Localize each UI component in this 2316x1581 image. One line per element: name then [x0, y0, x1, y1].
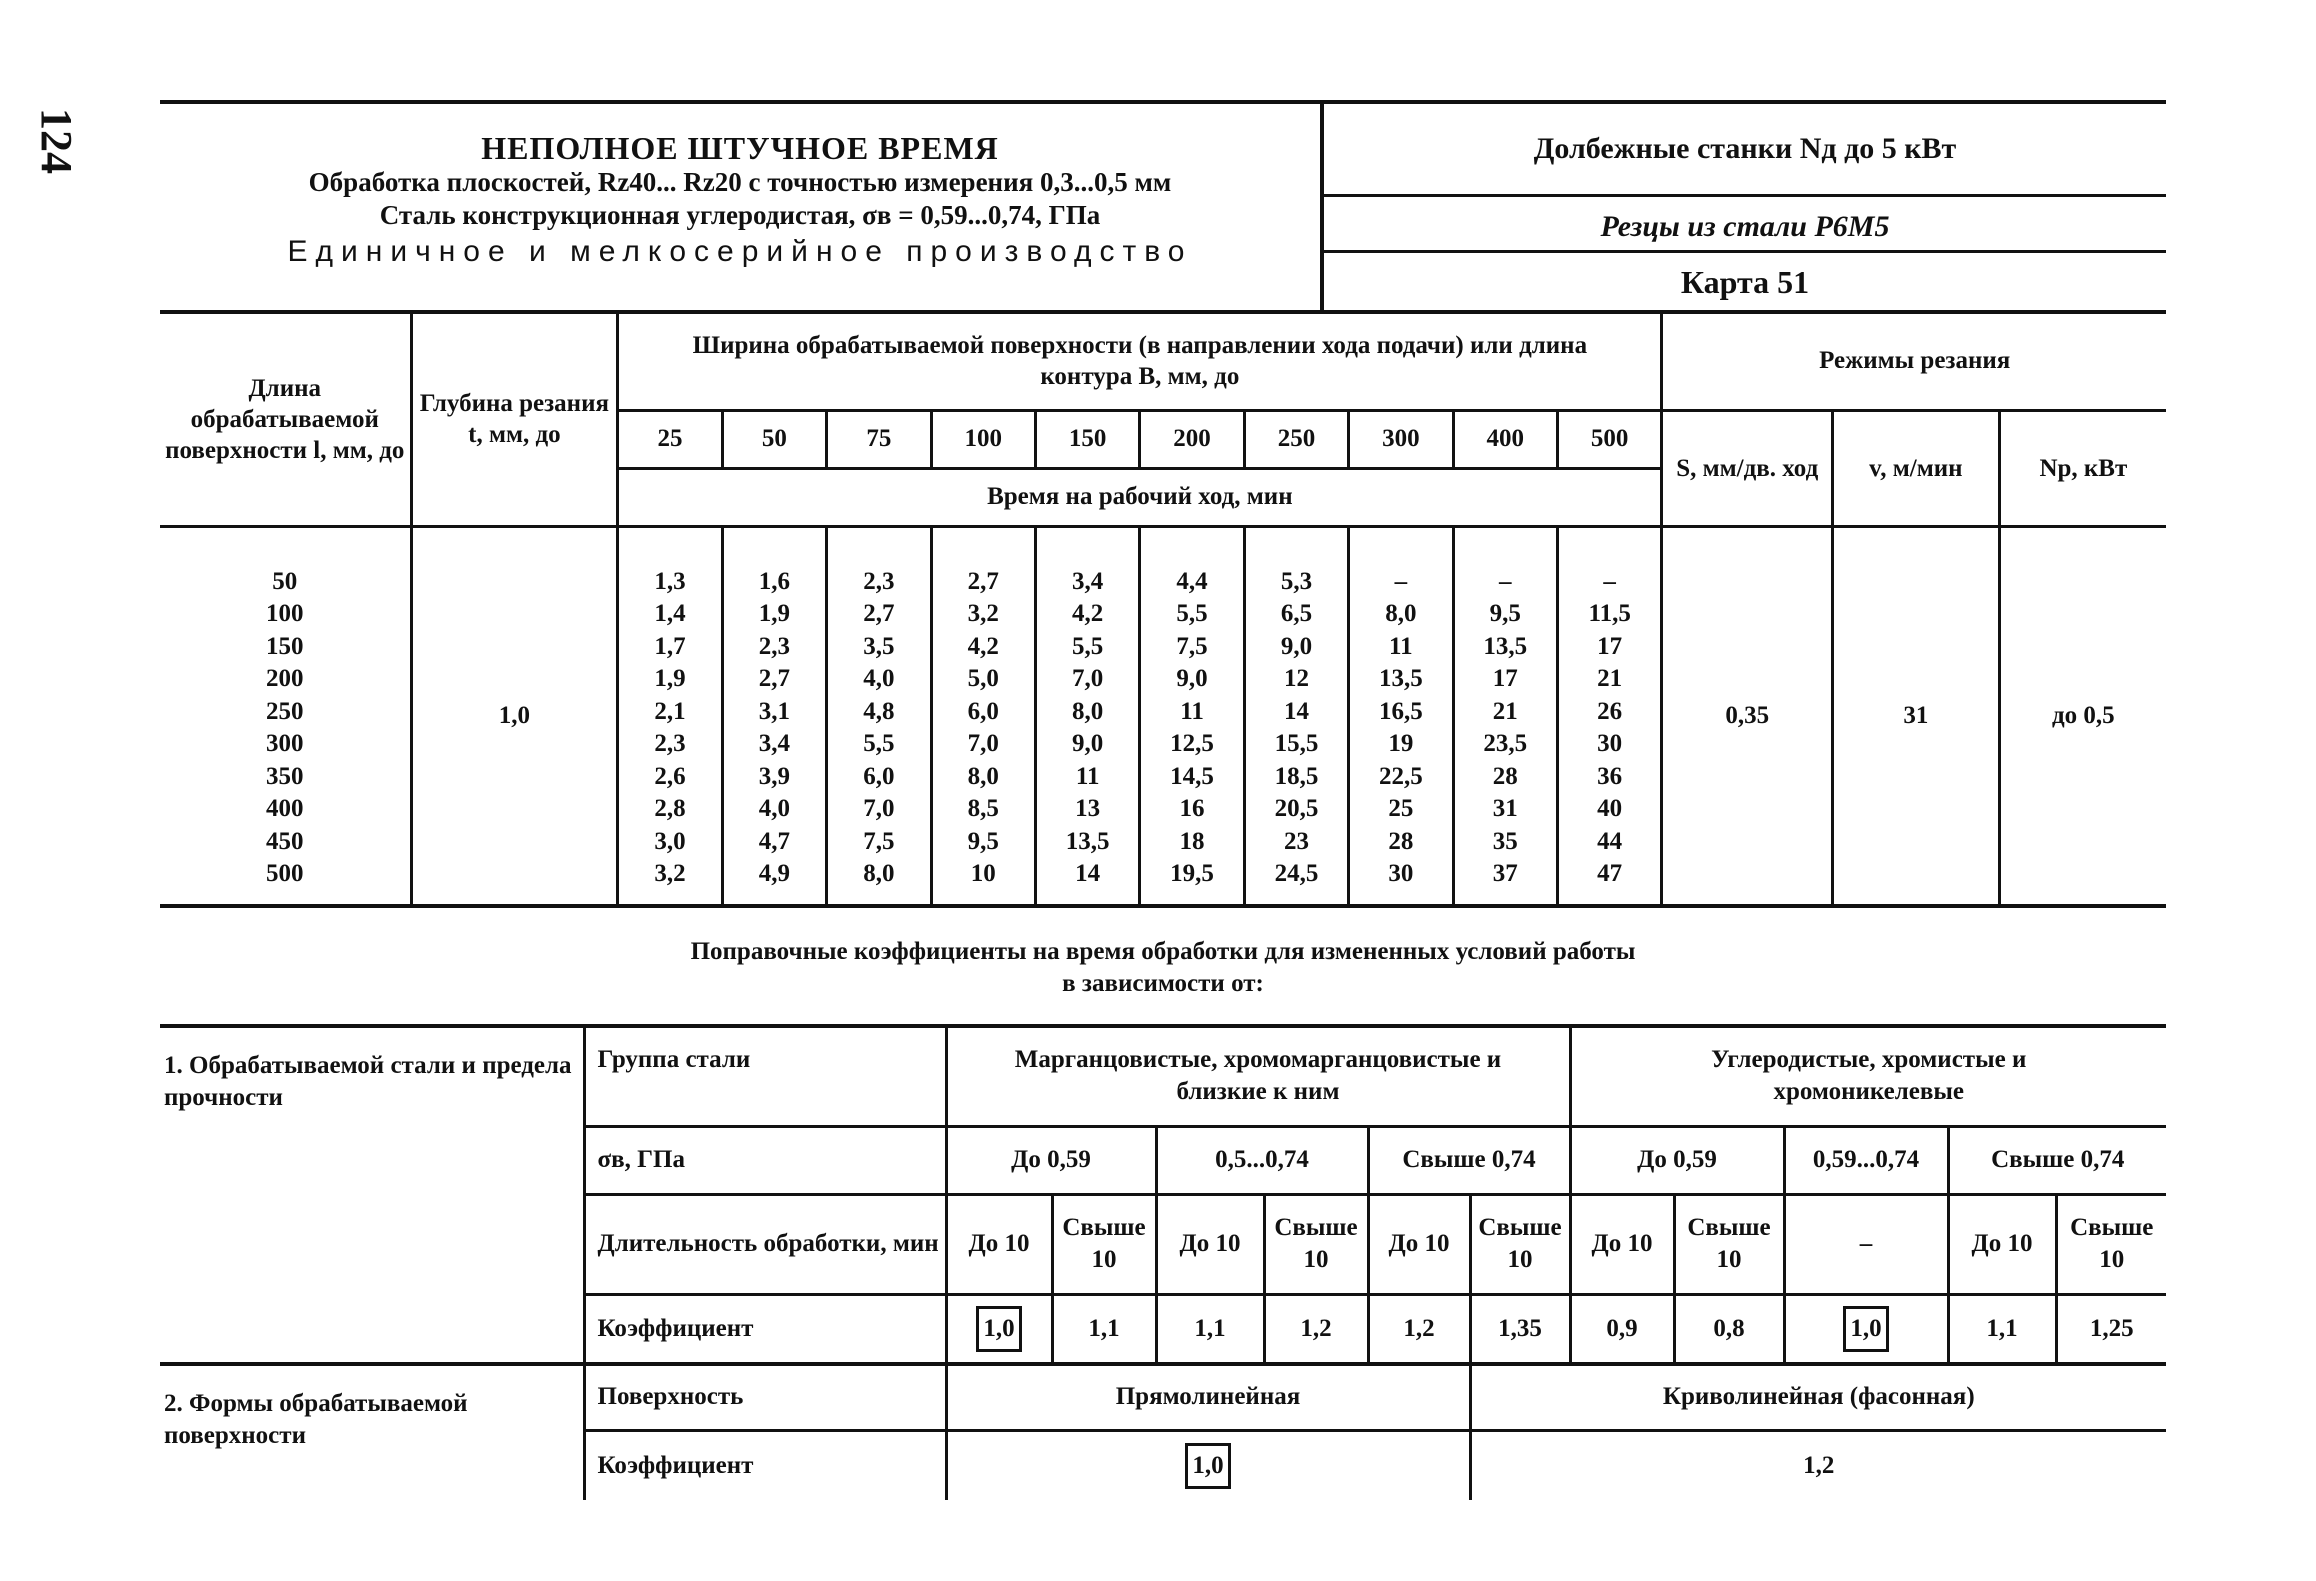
time-value: 40	[1597, 795, 1623, 822]
time-column	[1557, 526, 1661, 906]
sigma-value: 0,5...0,74	[1156, 1126, 1368, 1194]
time-value: 24,5	[1274, 860, 1319, 887]
duration-value: Свыше 10	[1264, 1194, 1368, 1294]
time-value: 13,5	[1378, 665, 1423, 692]
col-header-length: Длина обрабатываемой поверхности l, мм, до	[160, 314, 411, 526]
time-value: 2,6	[654, 762, 686, 790]
coef-value: 1,2	[1264, 1294, 1368, 1364]
time-value: 3,5	[863, 632, 895, 660]
coef-value: 1,35	[1470, 1294, 1570, 1364]
time-value: 2,8	[654, 795, 686, 822]
time-value: 2,7	[863, 600, 895, 627]
time-value: 18	[1179, 827, 1205, 855]
surface-coef-label: Коэффициент	[584, 1430, 946, 1500]
sigma-value: Свыше 0,74	[1368, 1126, 1570, 1194]
cutting-time-table	[160, 314, 2166, 908]
duration-value: До 10	[946, 1194, 1052, 1294]
duration-value: До 10	[1156, 1194, 1264, 1294]
power-value: до 0,5	[1999, 526, 2166, 906]
time-value: 3,2	[654, 860, 686, 887]
time-value: 14,5	[1170, 762, 1214, 790]
time-value: 1,4	[654, 600, 686, 627]
time-value: 11,5	[1588, 600, 1631, 627]
correction-table	[160, 1024, 2166, 1500]
time-value: 14	[1075, 860, 1101, 887]
sigma-value: 0,59...0,74	[1784, 1126, 1948, 1194]
time-column	[1349, 526, 1453, 906]
time-value: 19	[1388, 730, 1414, 757]
header-top-rule	[160, 100, 2166, 104]
tool-material: Резцы из стали Р6М5	[1600, 210, 1890, 243]
width-header: 200	[1140, 410, 1244, 468]
card-title: НЕПОЛНОЕ ШТУЧНОЕ ВРЕМЯ	[481, 130, 999, 166]
length-value: 300	[266, 730, 304, 757]
time-value: 7,0	[863, 795, 895, 822]
coef-value	[946, 1294, 1052, 1364]
time-value: 30	[1597, 730, 1623, 757]
card-number: Карта 51	[1680, 264, 1810, 300]
coef-boxed-value: 1,0	[976, 1306, 1021, 1352]
time-value: 17	[1492, 665, 1518, 692]
time-column	[618, 526, 722, 906]
time-value: 2,7	[967, 567, 999, 595]
time-value: 7,0	[967, 730, 999, 757]
time-value: 1,3	[654, 567, 686, 595]
steel-group-label: Группа стали	[584, 1026, 946, 1126]
time-value: 1,9	[758, 600, 791, 627]
time-value: –	[1603, 567, 1616, 595]
duration-value: Свыше 10	[1052, 1194, 1156, 1294]
time-value: 19,5	[1170, 860, 1214, 887]
time-column	[827, 526, 931, 906]
time-value: 14	[1283, 697, 1309, 725]
time-value: 7,0	[1072, 665, 1104, 692]
coef-value: 1,1	[1948, 1294, 2056, 1364]
coef-value: 1,2	[1368, 1294, 1470, 1364]
duration-value: –	[1784, 1194, 1948, 1294]
length-value: 450	[266, 827, 304, 855]
time-value: 25	[1388, 795, 1414, 822]
width-header: 150	[1035, 410, 1139, 468]
time-value: 2,3	[863, 567, 895, 595]
steel-group-manganese: Марганцовистые, хромомарганцовистые и близкие к ним	[946, 1026, 1570, 1126]
time-value: 3,0	[654, 827, 686, 855]
time-value: 17	[1597, 632, 1623, 660]
coef-value: 1,1	[1156, 1294, 1264, 1364]
time-value: 3,1	[758, 697, 791, 725]
time-value: 36	[1597, 762, 1623, 790]
time-value: 21	[1597, 665, 1623, 692]
time-value: 9,0	[1176, 665, 1208, 692]
duration-value: До 10	[1948, 1194, 2056, 1294]
time-value: 9,5	[967, 827, 999, 855]
length-value: 200	[266, 665, 304, 692]
machine-type: Долбежные станки Nд до 5 кВт	[1533, 132, 1957, 165]
time-value: 2,3	[758, 632, 791, 660]
col-header-depth: Глубина резания t, мм, до	[411, 314, 618, 526]
time-value: 12,5	[1170, 730, 1214, 757]
time-value: 6,5	[1280, 600, 1313, 627]
time-value: 8,0	[967, 762, 999, 790]
length-value: 500	[266, 860, 304, 887]
time-value: 11	[1389, 632, 1413, 660]
duration-value: Свыше 10	[2056, 1194, 2166, 1294]
time-value: 21	[1492, 697, 1518, 725]
correction-title	[160, 936, 2166, 1000]
time-value: 13,5	[1483, 632, 1528, 660]
time-value: 3,4	[1072, 567, 1104, 595]
factor-steel-label: 1. Обрабатываемой стали и предела прочности	[160, 1026, 584, 1364]
header-right-rule-1	[1324, 194, 2166, 197]
width-header: 75	[827, 410, 931, 468]
time-column	[1244, 526, 1348, 906]
time-value: 3,2	[967, 600, 999, 627]
width-header: 250	[1244, 410, 1348, 468]
coef-label: Коэффициент	[584, 1294, 946, 1364]
time-value: 4,2	[967, 632, 999, 660]
sigma-value: Свыше 0,74	[1948, 1126, 2166, 1194]
time-value: 4,0	[758, 795, 791, 822]
surface-coef-curved: 1,2	[1470, 1430, 2166, 1500]
time-value: 4,8	[863, 697, 895, 725]
time-value: 28	[1388, 827, 1414, 855]
coef-value: 0,9	[1570, 1294, 1674, 1364]
length-value: 250	[266, 697, 304, 725]
surface-straight: Прямолинейная	[946, 1364, 1470, 1430]
factor-surface-label: 2. Формы обрабатываемой поверхности	[160, 1364, 584, 1500]
time-value: 9,0	[1280, 632, 1313, 660]
coef-value	[1784, 1294, 1948, 1364]
card-subtitle-material: Сталь конструкционная углеродистая, σв = 0,59...0,74, ГПа	[379, 200, 1101, 230]
time-value: 2,1	[654, 697, 686, 725]
time-value: 7,5	[863, 827, 895, 855]
time-value: 11	[1075, 762, 1100, 790]
header-right-rule-2	[1324, 250, 2166, 253]
time-value: 30	[1388, 860, 1414, 887]
time-value: 1,7	[654, 632, 686, 660]
time-value: 5,5	[1176, 600, 1208, 627]
width-header: 100	[931, 410, 1035, 468]
width-header: 25	[618, 410, 722, 468]
time-value: 20,5	[1274, 795, 1319, 822]
header-left	[160, 130, 1320, 272]
time-value: 13,5	[1065, 827, 1110, 855]
time-value: 5,5	[863, 730, 895, 757]
time-value: 18,5	[1274, 762, 1319, 790]
time-value: 4,0	[863, 665, 895, 692]
surface-curved: Криволинейная (фасонная)	[1470, 1364, 2166, 1430]
page-number: 124	[32, 108, 81, 174]
time-value: 9,0	[1072, 730, 1104, 757]
time-value: 12	[1283, 665, 1309, 692]
time-value: 3,4	[758, 730, 791, 757]
sigma-value: До 0,59	[1570, 1126, 1784, 1194]
coef-value: 1,1	[1052, 1294, 1156, 1364]
time-value: 47	[1597, 860, 1623, 887]
coef-boxed-value: 1,0	[1843, 1306, 1888, 1352]
col-header-speed: v, м/мин	[1833, 410, 2000, 526]
time-value: 35	[1492, 827, 1518, 855]
time-column	[1453, 526, 1557, 906]
time-value: 4,7	[758, 827, 791, 855]
time-value: 15,5	[1274, 730, 1319, 757]
time-value: 13	[1075, 795, 1101, 822]
length-value: 50	[272, 567, 298, 595]
feed-value: 0,35	[1662, 526, 1833, 906]
time-value: 44	[1597, 827, 1623, 855]
time-value: 31	[1492, 795, 1518, 822]
time-value: 16,5	[1378, 697, 1423, 725]
col-header-width: Ширина обрабатываемой поверхности (в направлении хода подачи) или длина контура В, мм, до	[618, 314, 1662, 410]
length-value: 350	[266, 762, 304, 790]
card-header	[160, 100, 2166, 314]
time-value: 7,5	[1176, 632, 1208, 660]
correction-title-line-2: в зависимости от:	[1062, 970, 1264, 997]
time-header: Время на рабочий ход, мин	[618, 468, 1662, 526]
depth-value: 1,0	[411, 526, 618, 906]
time-value: 8,0	[1072, 697, 1104, 725]
time-value: 37	[1492, 860, 1518, 887]
time-value: 23,5	[1483, 730, 1528, 757]
length-values	[160, 526, 411, 906]
surface-label: Поверхность	[584, 1364, 946, 1430]
time-value: 6,0	[967, 697, 999, 725]
time-value: 16	[1179, 795, 1205, 822]
time-value: 11	[1180, 697, 1204, 725]
time-value: 1,6	[758, 567, 791, 595]
time-column	[722, 526, 826, 906]
duration-value: Свыше 10	[1470, 1194, 1570, 1294]
sigma-label: σв, ГПа	[584, 1126, 946, 1194]
width-header: 300	[1349, 410, 1453, 468]
time-value: 10	[970, 860, 996, 887]
time-value: 4,9	[758, 860, 791, 887]
length-value: 400	[266, 795, 304, 822]
col-header-feed: S, мм/дв. ход	[1662, 410, 1833, 526]
time-value: 5,0	[967, 665, 999, 692]
time-value: 22,5	[1378, 762, 1423, 790]
time-column	[1035, 526, 1139, 906]
surface-coef-straight	[946, 1430, 1470, 1500]
time-value: 2,7	[758, 665, 791, 692]
time-value: 4,4	[1176, 567, 1208, 595]
time-value: 23	[1283, 827, 1309, 855]
time-column	[1140, 526, 1244, 906]
coef-value: 0,8	[1674, 1294, 1784, 1364]
time-value: 6,0	[863, 762, 895, 790]
time-value: 1,9	[654, 665, 686, 692]
time-value: 3,9	[758, 762, 791, 790]
time-value: –	[1394, 567, 1408, 595]
speed-value: 31	[1833, 526, 2000, 906]
duration-value: Свыше 10	[1674, 1194, 1784, 1294]
time-value: 28	[1492, 762, 1518, 790]
sigma-value: До 0,59	[946, 1126, 1156, 1194]
time-value: 8,0	[1385, 600, 1417, 627]
time-value: 9,5	[1489, 600, 1521, 627]
coef-value: 1,25	[2056, 1294, 2166, 1364]
time-value: 8,5	[967, 795, 999, 822]
card-subtitle-processing: Обработка плоскостей, Rz40... Rz20 с точностью измерения 0,3...0,5 мм	[308, 167, 1172, 197]
time-value: 8,0	[863, 860, 895, 887]
width-header: 500	[1557, 410, 1661, 468]
production-type: Единичное и мелкосерийное производство	[287, 235, 1193, 268]
correction-title-line-1: Поправочные коэффициенты на время обработки для измененных условий работы	[690, 938, 1636, 965]
col-header-power: Nр, кВт	[1999, 410, 2166, 526]
time-column	[931, 526, 1035, 906]
time-value: 2,3	[654, 730, 686, 757]
time-value: –	[1499, 567, 1512, 595]
surface-coef-straight-value: 1,0	[1185, 1443, 1230, 1489]
width-header: 50	[722, 410, 826, 468]
duration-value: До 10	[1570, 1194, 1674, 1294]
width-header: 400	[1453, 410, 1557, 468]
steel-group-carbon: Углеродистые, хромистые и хромоникелевые	[1570, 1026, 2166, 1126]
length-value: 100	[266, 600, 304, 627]
duration-label: Длительность обработки, мин	[584, 1194, 946, 1294]
time-value: 4,2	[1072, 600, 1104, 627]
time-value: 26	[1597, 697, 1623, 725]
length-value: 150	[266, 632, 304, 660]
time-value: 5,3	[1280, 567, 1313, 595]
time-value: 5,5	[1072, 632, 1104, 660]
col-header-modes: Режимы резания	[1662, 314, 2166, 410]
duration-value: До 10	[1368, 1194, 1470, 1294]
